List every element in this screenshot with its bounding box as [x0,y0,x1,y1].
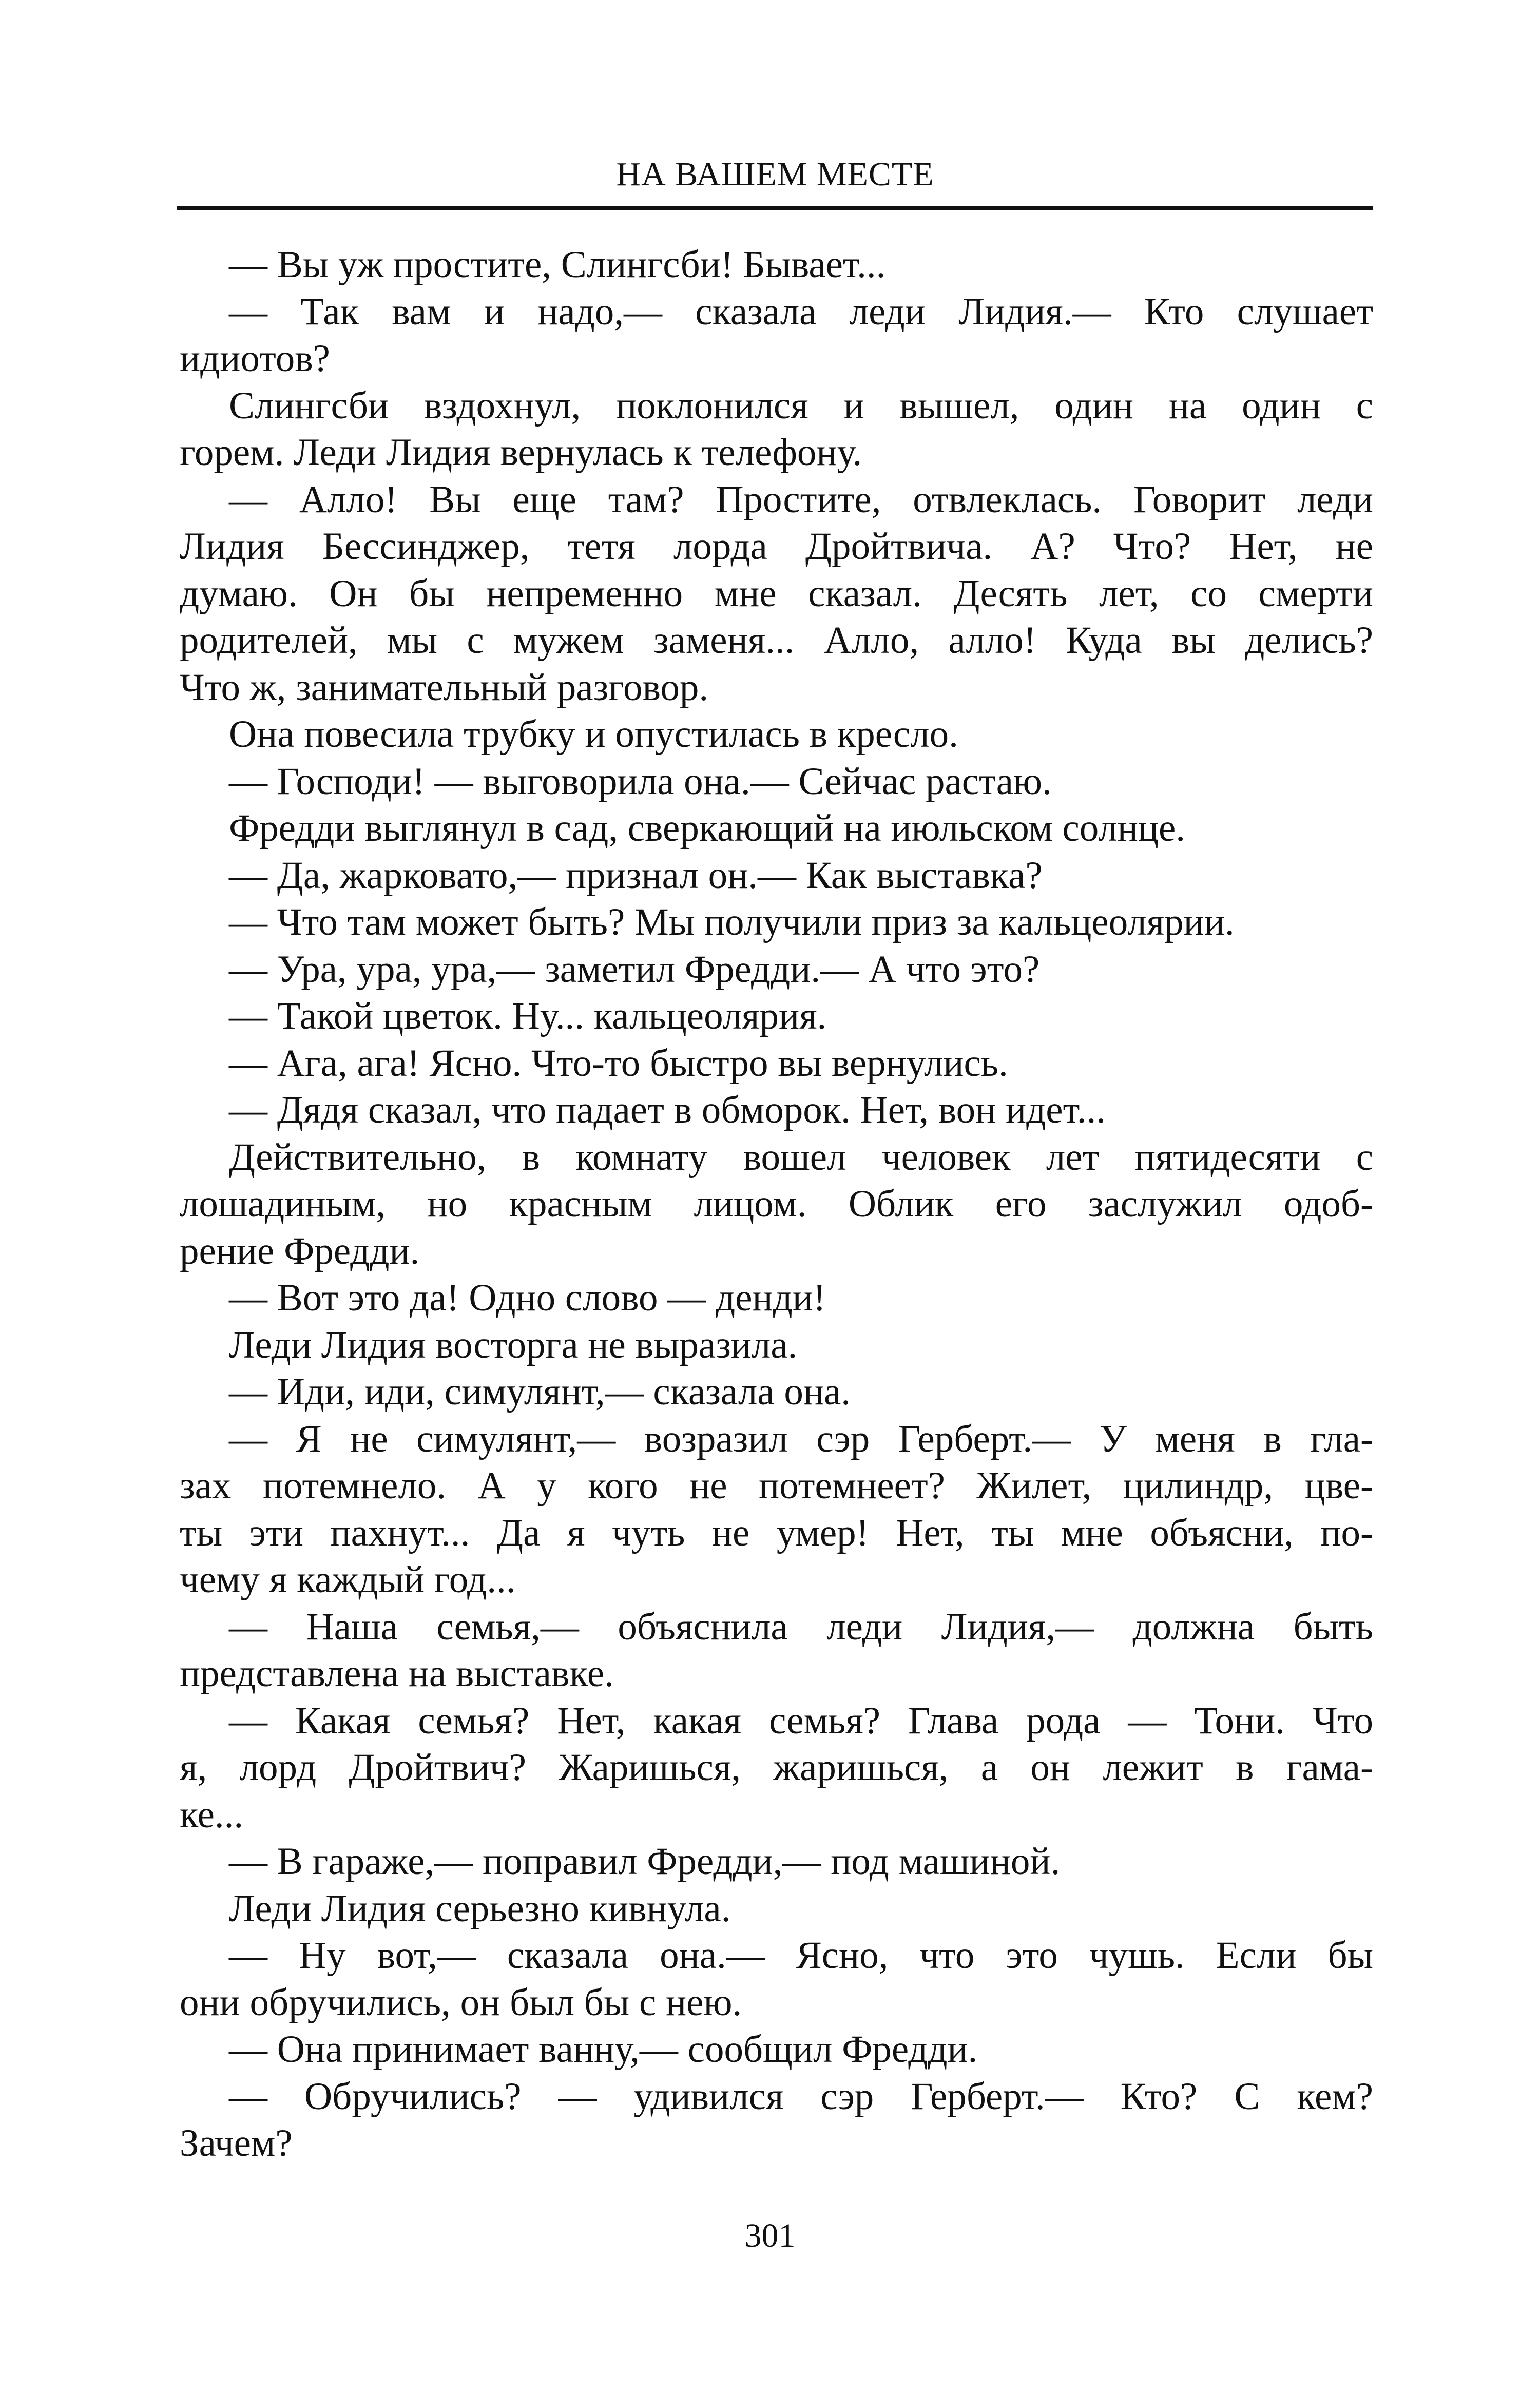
text-line: Она повесила трубку и опустилась в кресло. [229,713,958,756]
text-line: — В гараже,— поправил Фредди,— под машиной. [229,1840,1061,1883]
text-line: Что ж, занимательный разговор. [180,666,709,709]
text-line: лошадиным, но красным лицом. Облик его заслужил одоб- [180,1183,1373,1225]
text-line: Леди Лидия серьезно кивнула. [229,1887,731,1930]
text-line: — Господи! — выговорила она.— Сейчас растаю. [229,760,1052,803]
text-line: рение Фредди. [180,1229,420,1272]
text-line: — Она принимает ванну,— сообщил Фредди. [229,2028,978,2071]
text-line: Зачем? [180,2122,293,2165]
text-line: — Ну вот,— сказала она.— Ясно, что это чушь. Если бы [229,1934,1373,1977]
text-line: — Алло! Вы еще там? Простите, отвлеклась. Говорит леди [229,478,1373,521]
text-line: — Такой цветок. Ну... кальцеолярия. [229,995,827,1037]
text-line: — Вот это да! Одно слово — денди! [229,1277,826,1319]
text-line: Фредди выглянул в сад, сверкающий на июльском солнце. [229,807,1186,849]
text-line: горем. Леди Лидия вернулась к телефону. [180,431,862,474]
page-number: 301 [744,2217,796,2254]
text-line: — Так вам и надо,— сказала леди Лидия.— Кто слушает [229,290,1373,333]
text-line: — Что там может быть? Мы получили приз за кальцеолярии. [229,901,1235,943]
text-line: Леди Лидия восторга не выразила. [229,1323,798,1366]
text-line: ты эти пахнут... Да я чуть не умер! Нет, ты мне объясни, по- [180,1511,1373,1554]
header-rule [177,206,1373,210]
text-line: родителей, мы с мужем заменя... Алло, алло! Куда вы делись? [180,619,1373,662]
text-line: они обручились, он был бы с нею. [180,1981,742,2024]
text-line: — Иди, иди, симулянт,— сказала она. [229,1370,851,1413]
text-line: ке... [180,1793,244,1836]
text-line: — Обручились? — удивился сэр Герберт.— Кто? С кем? [229,2075,1373,2118]
text-line: — Вы уж простите, Слингсби! Бывает... [229,243,886,286]
text-line: — Ура, ура, ура,— заметил Фредди.— А что это? [229,948,1040,991]
text-line: — Какая семья? Нет, какая семья? Глава рода — Тони. Что [229,1699,1373,1742]
body-text [180,241,1373,2167]
text-line: — Я не симулянт,— возразил сэр Герберт.— У меня в гла- [229,1417,1373,1460]
text-line: — Наша семья,— объяснила леди Лидия,— должна быть [229,1605,1373,1648]
text-line: идиотов? [180,337,330,380]
text-line: думаю. Он бы непременно мне сказал. Десять лет, со смерти [180,572,1373,615]
text-line: я, лорд Дройтвич? Жаришься, жаришься, а он лежит в гама- [180,1746,1373,1789]
text-line: — Да, жарковато,— признал он.— Как выставка? [229,854,1043,897]
running-header: НА ВАШЕМ МЕСТЕ [616,156,934,193]
text-line: зах потемнело. А у кого не потемнеет? Жилет, цилиндр, цве- [180,1464,1373,1507]
text-line: Слингсби вздохнул, поклонился и вышел, один на один с [229,384,1373,427]
text-line: Лидия Бессинджер, тетя лорда Дройтвича. А? Что? Нет, не [180,525,1373,568]
text-line: — Дядя сказал, что падает в обморок. Нет, вон идет... [229,1089,1106,1131]
text-line: — Ага, ага! Ясно. Что-то быстро вы вернулись. [229,1041,1008,1085]
text-line: чему я каждый год... [180,1558,516,1601]
text-line: Действительно, в комнату вошел человек лет пятидесяти с [229,1135,1373,1179]
text-line: представлена на выставке. [180,1652,614,1695]
